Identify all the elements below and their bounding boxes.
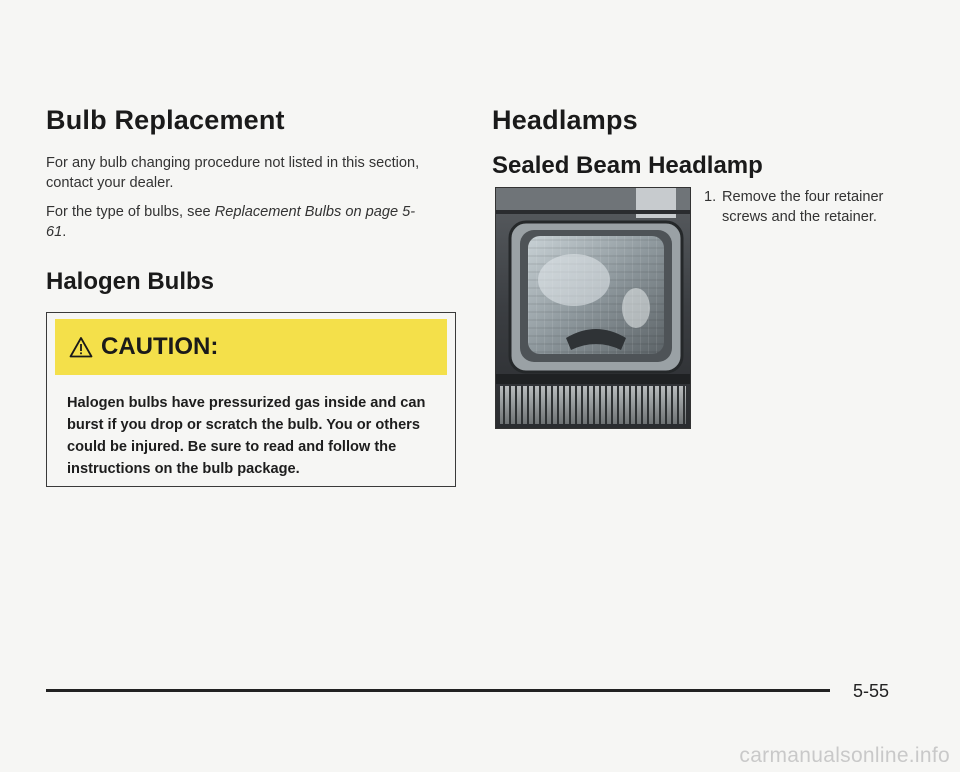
left-column [46, 105, 466, 477]
bulb-type-prefix: For the type of bulbs, see [46, 204, 215, 220]
step-1 [704, 187, 894, 227]
caution-text: Halogen bulbs have pressurized gas inside and can burst if you drop or scratch the bulb. You or others could be injured. Be sure to read and follow the instructions on the bulb package. [67, 395, 426, 477]
headlamp-illustration [496, 188, 690, 428]
headlamps-heading: Headlamps [492, 105, 638, 135]
replacement-bulbs-reference: Replacement Bulbs on page 5-61 [46, 204, 416, 240]
step-text: Remove the four retainer screws and the retainer. [722, 189, 884, 225]
caution-box [46, 312, 456, 487]
bulb-type-suffix: . [62, 224, 67, 240]
warning-triangle-icon [69, 336, 93, 358]
footer-rule [46, 689, 830, 692]
watermark: carmanualsonline.info [739, 744, 950, 767]
caution-header [55, 319, 447, 375]
intro-paragraph: For any bulb changing procedure not listed in this section, contact your dealer. [46, 155, 420, 191]
step-number: 1. [704, 189, 717, 205]
bulb-type-paragraph [46, 202, 426, 242]
page-number: 5-55 [853, 681, 890, 701]
section-title: Bulb Replacement [46, 105, 285, 135]
sealed-beam-heading: Sealed Beam Headlamp [492, 152, 763, 179]
caution-label: CAUTION: [101, 333, 219, 360]
headlamp-photo [495, 187, 691, 429]
halogen-bulbs-heading: Halogen Bulbs [46, 268, 215, 295]
